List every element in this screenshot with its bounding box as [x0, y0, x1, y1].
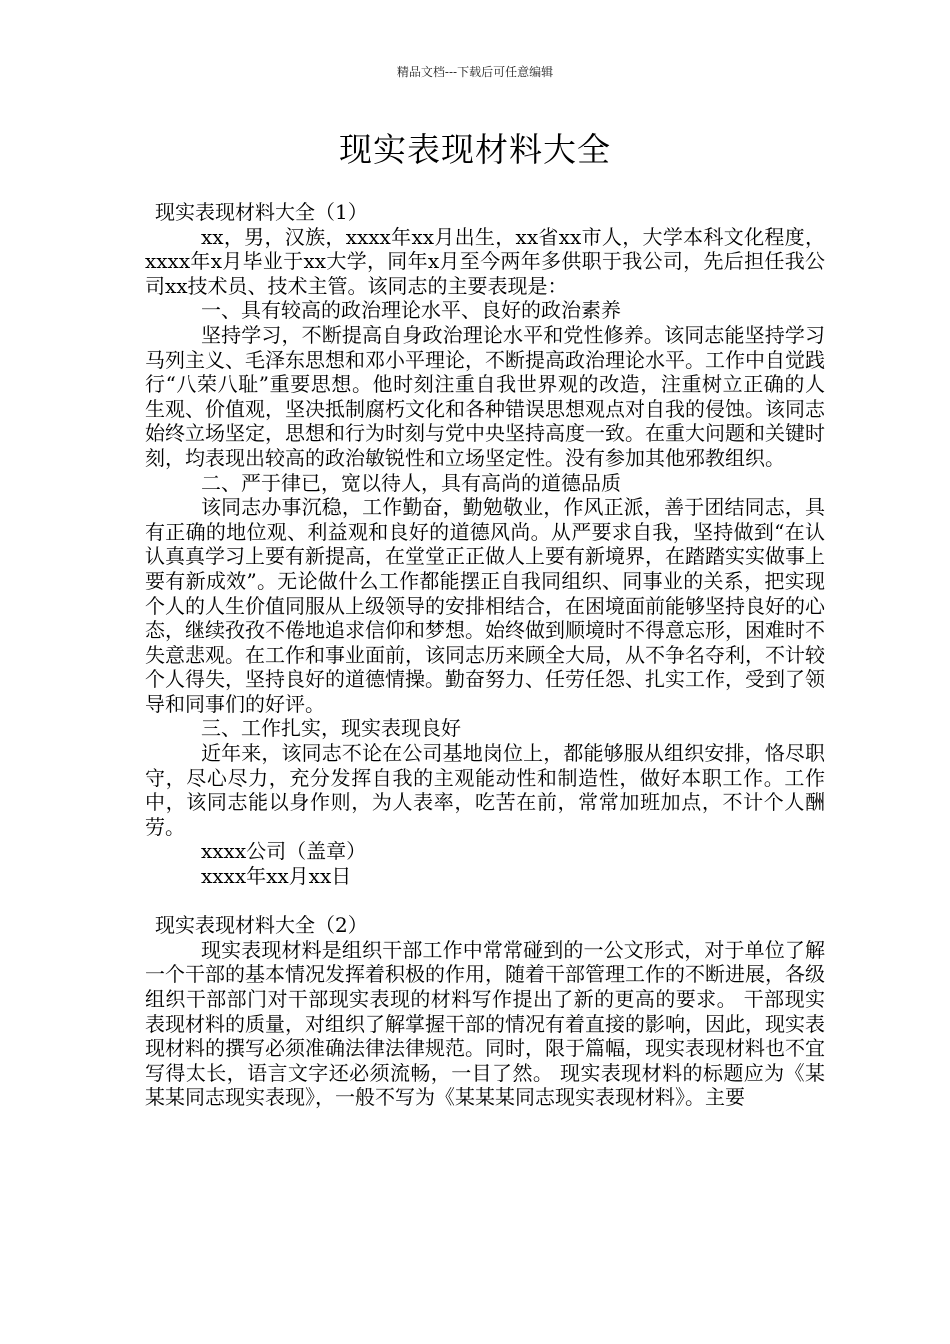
section-heading: 现实表现材料大全（1） — [155, 200, 368, 224]
paragraph: 该同志办事沉稳，工作勤奋，勤勉敬业，作风正派，善于团结同志，具有正确的地位观、利益观和良好的道德风尚。从严要求自我，坚持做到“在认认真真学习上要有新提高，在堂堂正正做人上要有新境界，在踏踏实实做事上要有新成效”。无论做什么工作都能摆正自我同组织、同事业的关系，把实现个人的人生价值同服从上级领导的安排相结合，在困境面前能够坚持良好的心态，继续孜孜不倦地追求信仰和梦想。始终做到顺境时不得意忘形，困难时不失意悲观。在工作和事业面前，该同志历来顾全大局，从不争名夺利，不计较个人得失，坚持良好的道德情操。勤奋努力、任劳任怨、扎实工作，受到了领导和同事们的好评。 — [145, 495, 825, 716]
subheading: 三、工作扎实，现实表现良好 — [201, 716, 461, 741]
paragraph: 近年来，该同志不论在公司基地岗位上，都能够服从组织安排，恪尽职守，尽心尽力，充分发挥自我的主观能动性和制造性，做好本职工作。工作中，该同志能以身作则，为人表率，吃苦在前，常常加班加点，不计个人酬劳。 — [145, 741, 825, 839]
subheading: 二、严于律已，宽以待人，具有高尚的道德品质 — [201, 470, 621, 495]
paragraph: 现实表现材料是组织干部工作中常常碰到的一公文形式，对于单位了解一个干部的基本情况发挥着积极的作用，随着干部管理工作的不断进展，各级组织干部部门对干部现实表现的材料写作提出了新的更高的要求。 干部现实表现材料的质量，对组织了解掌握干部的情况有着直接的影响，因此，现实表现材料的撰写必须准确法律法律规范。同时，限于篇幅，现实表现材料也不宜写得太长，语言文字还必须流畅，一目了然。 现实表现材料的标题应为《某某某同志现实表现》，一般不写为《某某某同志现实表现材料》。主要 — [145, 937, 825, 1110]
paragraph: 坚持学习，不断提高自身政治理论水平和党性修养。该同志能坚持学习马列主义、毛泽东思想和邓小平理论，不断提高政治理论水平。工作中自觉践行“八荣八耻”重要思想。他时刻注重自我世界观的改造，注重树立正确的人生观、价值观，坚决抵制腐朽文化和各种错误思想观点对自我的侵蚀。该同志始终立场坚定，思想和行为时刻与党中央坚持高度一致。在重大问题和关键时刻，均表现出较高的政治敏锐性和立场坚定性。没有参加其他邪教组织。 — [145, 322, 825, 470]
date: xxxx年xx月xx日 — [201, 864, 352, 889]
paragraph: xx，男，汉族，xxxx年xx月出生，xx省xx市人，大学本科文化程度，xxxx年x月毕业于xx大学，同年x月至今两年多供职于我公司，先后担任我公司xx技术员、技术主管。该同志的主要表现是： — [145, 224, 825, 298]
section-heading: 现实表现材料大全（2） — [155, 913, 368, 938]
subheading: 一、具有较高的政治理论水平、良好的政治素养 — [201, 298, 621, 323]
document-title: 现实表现材料大全 — [339, 130, 611, 169]
signature: xxxx公司（盖章） — [201, 839, 367, 864]
document-body — [145, 200, 825, 1110]
spacer — [145, 889, 825, 914]
page-header: 精品文档---下载后可任意编辑 — [396, 65, 554, 79]
